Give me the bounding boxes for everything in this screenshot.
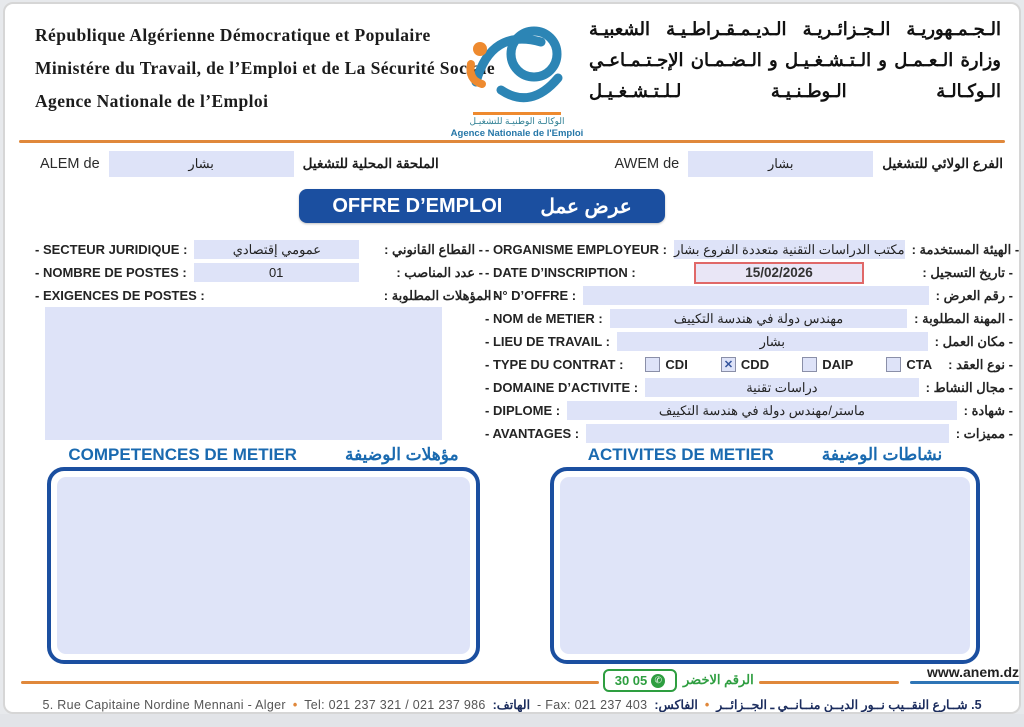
logo-underline: [473, 112, 561, 115]
type-contrat-label-ar: - نوع العقد :: [948, 356, 1013, 372]
awem-group: [615, 151, 1004, 177]
activites-heading-fr: ACTIVITES DE METIER: [587, 445, 774, 464]
header-ar-line2: وزارة الـعـمـل و الـتـشـغـيـل و الـضـمـان الإجـتـمـاعـي: [589, 50, 1001, 70]
row-secteur-juridique: [35, 238, 483, 261]
lieu-travail-label-ar: - مكان العمل :: [934, 333, 1013, 349]
domaine-activite-field[interactable]: دراسات تقنية: [645, 378, 919, 397]
awem-label: AWEM de: [614, 156, 680, 172]
nombre-postes-field[interactable]: 01: [194, 263, 359, 282]
competences-panel: [47, 467, 480, 664]
row-nombre-postes: [35, 261, 483, 284]
organisme-employeur-label-fr: - ORGANISME EMPLOYEUR :: [485, 242, 668, 257]
numero-offre-label-ar: - رقم العرض :: [935, 287, 1013, 303]
competences-heading-fr: COMPETENCES DE METIER: [68, 445, 297, 464]
header-ar-line1: الـجـمـهوريـة الـجـزائـريـة الـديـمـقـراطـيـة الشعبيـة: [589, 19, 1001, 39]
footer-divider-middle: [759, 681, 899, 684]
competences-textarea[interactable]: [57, 477, 470, 654]
checkbox-cdi[interactable]: [645, 357, 660, 372]
website-underline: [910, 681, 1021, 684]
bullet-separator-2: •: [704, 697, 710, 712]
bullet-separator: •: [292, 697, 298, 712]
activites-heading: [550, 445, 980, 465]
contract-option-cta[interactable]: [886, 357, 932, 372]
address-french: 5. Rue Capitaine Nordine Mennani - Alger: [42, 697, 286, 712]
row-lieu-travail: [485, 330, 1013, 353]
domaine-activite-label-fr: - DOMAINE D’ACTIVITE :: [485, 380, 639, 395]
awem-label-arabic: الفرع الولائي للتشغيل: [882, 156, 1003, 171]
avantages-label-ar: - مميزات :: [955, 425, 1013, 441]
activites-panel: [550, 467, 980, 664]
website-link[interactable]: www.anem.dz: [926, 664, 1020, 680]
organisme-employeur-label-ar: - الهيئة المستخدمة :: [911, 241, 1020, 257]
checkbox-daip[interactable]: [802, 357, 817, 372]
domaine-activite-label-ar: - مجال النشاط :: [925, 379, 1013, 395]
exigences-postes-label-ar: - المؤهلات المطلوبة :: [383, 287, 500, 303]
logo-orange-dot: [473, 42, 487, 56]
row-numero-offre: [485, 284, 1013, 307]
phone-label-arabic: الهاتف:: [492, 698, 531, 712]
row-diplome: [485, 399, 1013, 422]
contract-options: [623, 357, 948, 372]
checkbox-cdd[interactable]: ✕: [721, 357, 736, 372]
address-arabic: 5. شــارع النقــيب نــور الديــن منــانــي ـ الجــزائــر: [716, 698, 982, 712]
fax-number: - Fax: 021 237 403: [537, 697, 648, 712]
type-contrat-label-fr: - TYPE DU CONTRAT :: [485, 357, 624, 372]
anem-logo: [443, 12, 593, 138]
checkbox-cdi-label: CDI: [665, 357, 688, 372]
green-number-label: الرقم الاخضر: [683, 672, 754, 687]
row-date-inscription: [485, 261, 1013, 284]
competences-heading: [47, 445, 480, 465]
header-french: [35, 19, 495, 118]
header-fr-line2: Ministére du Travail, de l’Emploi et de La Sécurité Sociale: [35, 58, 496, 78]
nombre-postes-label-ar: - عدد المناصب :: [396, 264, 483, 280]
alem-label-arabic: الملحقة المحلية للتشغيل: [302, 156, 439, 171]
secteur-juridique-label-ar: - القطاع القانوني :: [384, 241, 483, 257]
lieu-travail-label-fr: - LIEU DE TRAVAIL :: [485, 334, 610, 349]
logo-french-text: Agence Nationale de l'Emploi: [450, 128, 584, 138]
lieu-travail-field[interactable]: بشار: [617, 332, 928, 351]
row-organisme-employeur: [485, 238, 1020, 261]
nom-metier-label-ar: - المهنة المطلوبة :: [914, 310, 1013, 326]
checkbox-cta-label: CTA: [906, 357, 933, 372]
checkbox-daip-label: DAIP: [822, 357, 854, 372]
form-page: [3, 2, 1021, 714]
activites-heading-ar: نشاطات الوضيفة: [821, 445, 943, 464]
nombre-postes-label-fr: - NOMBRE DE POSTES :: [35, 265, 187, 280]
diplome-label-fr: - DIPLOME :: [485, 403, 561, 418]
row-exigences-postes: [35, 284, 500, 307]
alem-field[interactable]: بشار: [109, 151, 294, 177]
row-nom-metier: [485, 307, 1013, 330]
diplome-label-ar: - شهادة :: [963, 402, 1013, 418]
secteur-juridique-label-fr: - SECTEUR JURIDIQUE :: [35, 242, 188, 257]
header-fr-line1: République Algérienne Démocratique et Populaire: [35, 25, 431, 45]
checkbox-cdd-label: CDD: [740, 357, 770, 372]
green-number: 30 05: [614, 673, 648, 688]
numero-offre-label-fr: - N° D’OFFRE :: [485, 288, 577, 303]
contract-option-cdi[interactable]: [645, 357, 687, 372]
row-avantages: [485, 422, 1013, 445]
alem-group: [40, 151, 439, 177]
row-type-contrat: [485, 353, 1013, 376]
offre-emploi-banner: [299, 189, 665, 223]
checkbox-cta[interactable]: [886, 357, 901, 372]
contract-option-daip[interactable]: [802, 357, 853, 372]
organisme-employeur-field[interactable]: مكتب الدراسات التقنية متعددة الفروع بشار: [674, 240, 905, 259]
date-inscription-field[interactable]: 15/02/2026: [694, 262, 864, 284]
nom-metier-label-fr: - NOM de METIER :: [485, 311, 603, 326]
nom-metier-field[interactable]: مهندس دولة في هندسة التكييف: [610, 309, 907, 328]
date-inscription-label-ar: - تاريخ التسجيل :: [922, 264, 1013, 280]
exigences-postes-field[interactable]: [212, 286, 377, 305]
phone-icon: ✆: [651, 674, 665, 688]
fax-label-arabic: الفاكس:: [654, 698, 698, 712]
header-arabic: [589, 14, 1001, 107]
header-ar-line3: الـوكـالـة الـوطـنـيـة لـلـتـشـغـيـل: [589, 81, 1001, 101]
top-divider: [19, 140, 1005, 143]
left-column: [35, 238, 500, 307]
alem-label: ALEM de: [40, 156, 100, 172]
footer-divider-left: [21, 681, 599, 684]
page-bottom-edge: [0, 714, 1024, 727]
banner-title-fr: OFFRE D’EMPLOI: [332, 194, 503, 217]
phone-numbers: Tel: 021 237 321 / 021 237 986: [304, 697, 486, 712]
date-inscription-label-fr: - DATE D’INSCRIPTION :: [485, 265, 636, 280]
activites-textarea[interactable]: [560, 477, 970, 654]
footer-address: [13, 697, 1011, 712]
row-domaine-activite: [485, 376, 1013, 399]
awem-field[interactable]: بشار: [688, 151, 873, 177]
right-column: [485, 238, 1020, 445]
secteur-juridique-field[interactable]: عمومي إقتصادي: [194, 240, 359, 259]
avantages-field[interactable]: [586, 424, 949, 443]
avantages-label-fr: - AVANTAGES :: [485, 426, 580, 441]
logo-arabic-text: الوكالـة الوطنيـة للتشغيـل: [469, 116, 565, 126]
exigences-postes-textarea[interactable]: [45, 307, 442, 440]
diplome-field[interactable]: ماستر/مهندس دولة في هندسة التكييف: [567, 401, 957, 420]
contract-option-cdd[interactable]: [721, 357, 769, 372]
green-number-badge: [603, 669, 677, 692]
numero-offre-field[interactable]: [583, 286, 928, 305]
exigences-postes-label-fr: - EXIGENCES DE POSTES :: [35, 288, 205, 303]
banner-title-ar: عرض عمل: [540, 195, 632, 218]
header-fr-line3: Agence Nationale de l’Emploi: [35, 91, 269, 111]
competences-heading-ar: مؤهلات الوضيفة: [344, 445, 459, 464]
